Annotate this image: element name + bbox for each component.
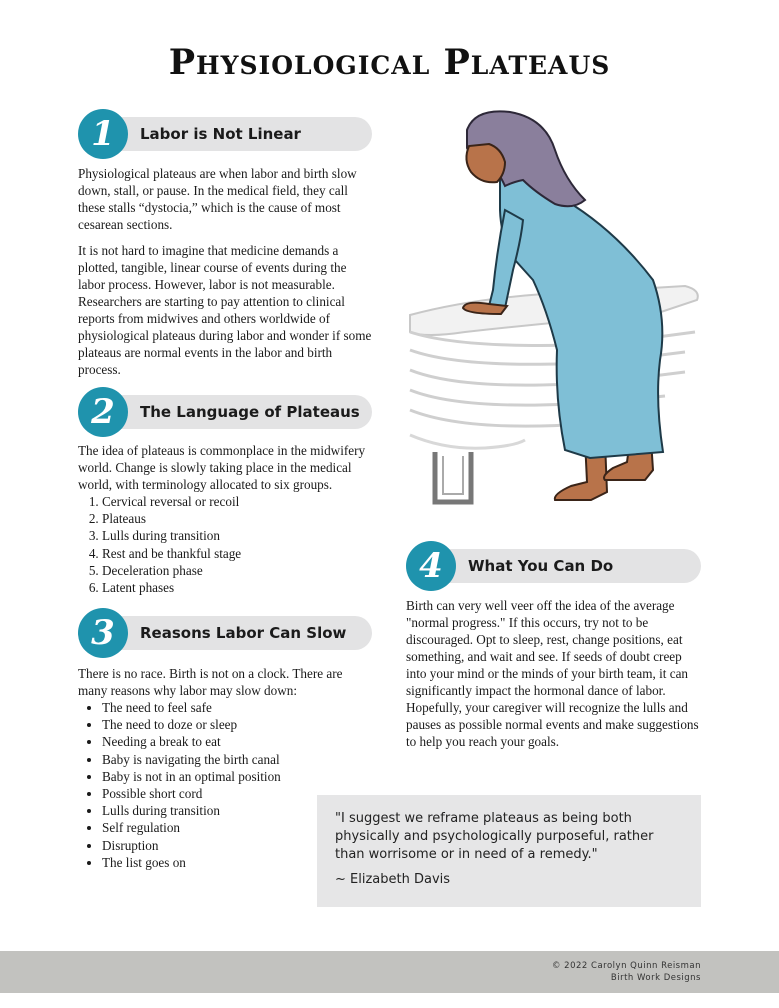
section-1-heading: Labor is Not Linear [140, 125, 301, 143]
section-1-body [78, 165, 373, 387]
section-2-heading: The Language of Plateaus [140, 403, 360, 421]
quote-box [317, 795, 701, 907]
section-1-number-badge: 1 [78, 109, 128, 159]
section-4-number-badge: 4 [406, 541, 456, 591]
list-item: 1. Cervical reversal or recoil [102, 493, 373, 510]
laboring-woman-illustration [405, 100, 705, 520]
woman-figure [463, 111, 663, 500]
section-4-paragraph: Birth can very well veer off the idea of the average "normal progress." If this occurs, try not to be discouraged. Opt to sleep, rest, change positions, eat something, and wait and see. If seeds of doubt creep into your mind or the minds of your birth team, it can significantly impact the hormonal dance of labor. Hopefully, your caregiver will recognize the lulls and pauses as possible normal events and make suggestions to help you reach your goals. [406, 598, 699, 749]
list-item: 5. Deceleration phase [102, 562, 373, 579]
list-item: 3. Lulls during transition [102, 527, 373, 544]
section-2-number-badge: 2 [78, 387, 128, 437]
list-item: 2. Plateaus [102, 510, 373, 527]
section-3-intro: There is no race. Birth is not on a clock. There are many reasons why labor may slow down: [78, 666, 343, 698]
section-1-heading-pill [100, 117, 372, 151]
quote-author: ~ Elizabeth Davis [335, 872, 451, 887]
list-item: • Lulls during transition [102, 802, 373, 819]
footer [0, 951, 779, 993]
quote-text: "I suggest we reframe plateaus as being both physically and psychologically purposeful, rather than worrisome or in need of a remedy." [335, 811, 654, 862]
list-item: • Self regulation [102, 819, 373, 836]
section-3-number-badge: 3 [78, 608, 128, 658]
section-4-heading: What You Can Do [468, 557, 614, 575]
list-item: • The list goes on [102, 854, 373, 871]
list-item: • Baby is navigating the birth canal [102, 751, 373, 768]
list-item: • Disruption [102, 837, 373, 854]
section-4-body [406, 597, 702, 759]
section-1-paragraph: Physiological plateaus are when labor and birth slow down, stall, or pause. In the medical field, they call these stalls “dystocia,” which is the cause of most cesarean sections. [78, 166, 357, 232]
section-2-body [78, 442, 373, 596]
list-item: • Possible short cord [102, 785, 373, 802]
list-item: • The need to doze or sleep [102, 716, 373, 733]
list-item: • Needing a break to eat [102, 733, 373, 750]
list-item: • The need to feel safe [102, 699, 373, 716]
page-title: Physiological Plateaus [168, 42, 611, 83]
brand-name: Birth Work Designs [610, 973, 701, 983]
copyright-text: © 2022 Carolyn Quinn Reisman [551, 961, 701, 971]
list-item: 6. Latent phases [102, 579, 373, 596]
section-2-heading-pill [100, 395, 372, 429]
plateau-terms-list [78, 493, 373, 596]
section-3-heading-pill [100, 616, 372, 650]
list-item: • Baby is not in an optimal position [102, 768, 373, 785]
section-3-heading: Reasons Labor Can Slow [140, 624, 347, 642]
list-item: 4. Rest and be thankful stage [102, 545, 373, 562]
section-2-intro: The idea of plateaus is commonplace in the midwifery world. Change is slowly taking place in the medical world, with terminology allocated to six groups. [78, 443, 366, 492]
section-4-heading-pill [428, 549, 701, 583]
section-1-paragraph: It is not hard to imagine that medicine demands a plotted, tangible, linear course of events during the labor process. However, labor is not measurable. Researchers are starting to pay attention to clinical reports from midwives and others worldwide of physiological plateaus during labor and wonder if some plateaus are normal events in the labor and birth process. [78, 243, 372, 377]
